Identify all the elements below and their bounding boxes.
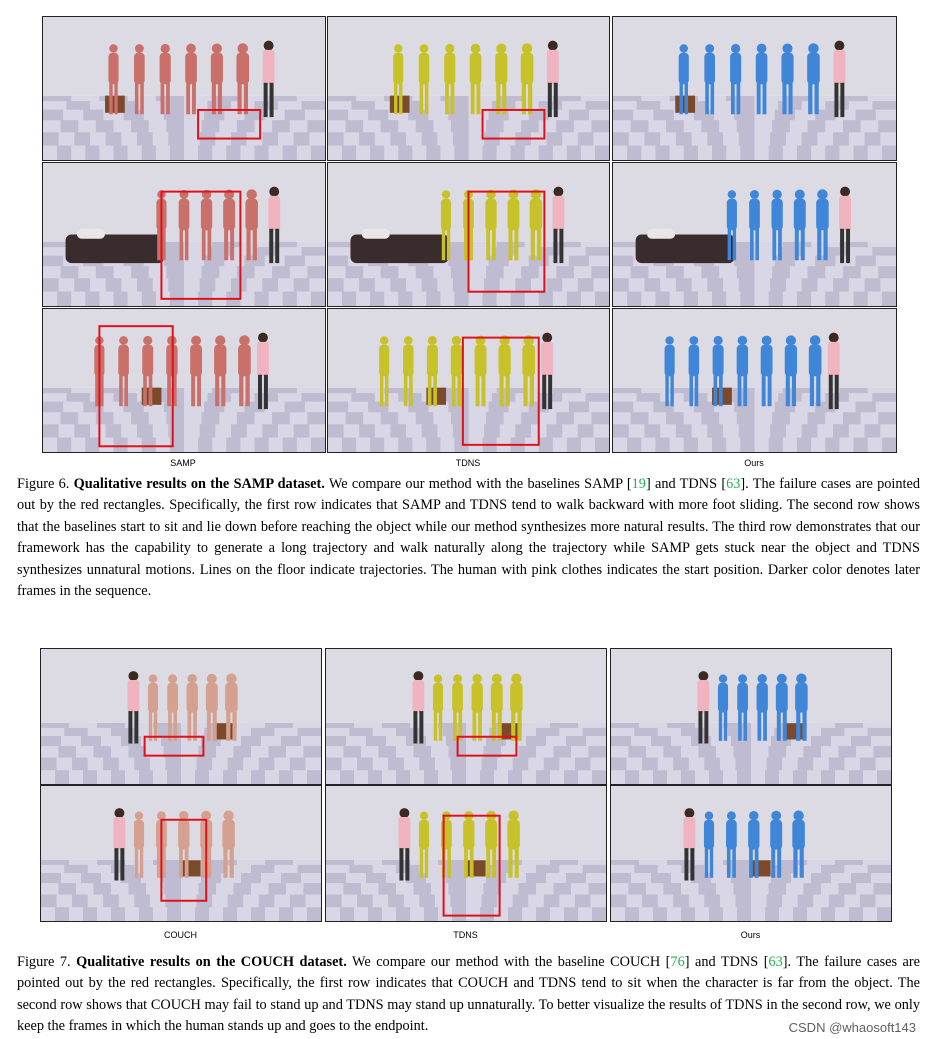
panel-fig7-tdns-row2 [325, 785, 607, 922]
panel-fig6-ours-row3 [612, 308, 897, 453]
panel-fig6-samp-row2 [42, 162, 326, 307]
citation-link[interactable]: 63 [726, 476, 741, 492]
panel-fig6-samp-row1 [42, 16, 326, 161]
caption-text: ] and TDNS [ [645, 476, 727, 492]
caption-text: ]. The failure cases are pointed out by the red rectangles. Specifically, the first row indicates that COUCH and TDNS tend to sit when the character is far from the object. The second row shows that COUCH may fail to stand up and TDNS may stand up unnaturally. To better visualize the results of TDNS in the second row, we only keep the frames in which the human stands up and goes to the endpoint. [17, 954, 921, 1035]
column-label-ours: Ours [744, 458, 764, 468]
citation-link[interactable]: 76 [670, 954, 685, 970]
panel-fig6-ours-row2 [612, 162, 897, 307]
caption-text: We compare our method with the baseline COUCH [ [352, 954, 671, 970]
caption-text: We compare our method with the baselines SAMP [ [328, 476, 632, 492]
column-label-couch: COUCH [164, 930, 197, 940]
panel-fig7-ours-row2 [610, 785, 892, 922]
panel-fig7-tdns-row1 [325, 648, 607, 785]
figure-7-caption [17, 952, 920, 1038]
column-label-tdns: TDNS [453, 930, 478, 940]
panel-fig6-samp-row3 [42, 308, 326, 453]
panel-fig6-ours-row1 [612, 16, 897, 161]
column-label-tdns: TDNS [455, 458, 481, 468]
watermark: CSDN @whaosoft143 [788, 1020, 916, 1035]
figure-6-number: Figure 6. [17, 476, 70, 492]
figure-6-title: Qualitative results on the SAMP dataset. [73, 476, 325, 492]
citation-link[interactable]: 63 [768, 954, 783, 970]
column-label-ours: Ours [740, 930, 761, 940]
panel-fig6-tdns-row3 [327, 308, 610, 453]
citation-link[interactable]: 19 [631, 476, 646, 492]
panel-fig6-tdns-row2 [327, 162, 610, 307]
figure-7-title: Qualitative results on the COUCH dataset. [76, 954, 347, 970]
figure-7-number: Figure 7. [17, 954, 71, 970]
panel-fig6-tdns-row1 [327, 16, 610, 161]
panel-fig7-couch-row2 [40, 785, 322, 922]
panel-fig7-ours-row1 [610, 648, 892, 785]
caption-text: ]. The failure cases are pointed out by the red rectangles. Specifically, the first row indicates that SAMP and TDNS tend to walk backward with more foot sliding. The second row shows that the baselines start to sit and lie down before reaching the object while our method synthesizes more natural results. The third row demonstrates that our framework has the capability to generate a long trajectory and walk naturally along the trajectory while SAMP gets stuck near the object and TDNS synthesizes unnatural motions. Lines on the floor indicate trajectories. The human with pink clothes indicates the start position. Darker color denotes later frames in the sequence. [17, 476, 921, 600]
caption-text: ] and TDNS [ [684, 954, 769, 970]
figure-6-caption [17, 474, 920, 602]
column-label-samp: SAMP [170, 458, 196, 468]
panel-fig7-couch-row1 [40, 648, 322, 785]
